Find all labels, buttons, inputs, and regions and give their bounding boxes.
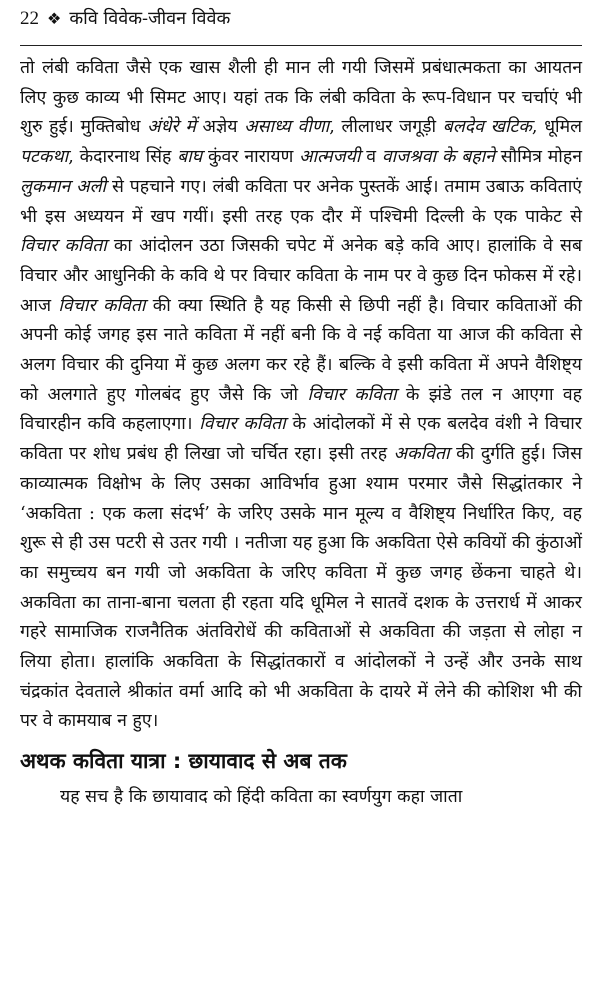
italic-title: अंधेरे में (147, 117, 196, 138)
italic-title: विचार कविता (307, 384, 397, 405)
page-number: 22 (20, 8, 39, 29)
text-run: की दुर्गति हुई। जिस काव्यात्मक विक्षोभ के लिए उसका आविर्भाव हुआ श्याम परमार जैसे सिद्धांतकार ने ‘अकविता : एक कला संदर्भ’ के जरिए उसके मान मूल्य व वैशिष्ट्य निर्धारित किए, वह शुरू से ही उस पटरी से उतर गयी । नतीजा यह हुआ कि अकविता ऐसे कवियों की कुंठाओं का समुच्चय बन गयी जो अकविता के जरिए कविता में कुछ जगह छेंकना चाहते थे। अकविता का ताना-बाना चलता ही रहता यदि धूमिल ने सातवें दशक के उत्तरार्ध में आकर गहरे सामाजिक राजनैतिक अंतविरोधें की कविताओं से अकविता की जड़ता से लोहा न लिया होता। हालांकि अकविता के सिद्धांतकारों व आंदोलकों ने उन्हें और उनके साथ चंद्रकांत देवताले श्रीकांत वर्मा आदि को भी अकविता के दायरे में लेने की कोशिश भी की पर वे कामयाब न हुए। (20, 444, 582, 732)
paragraph (20, 54, 582, 737)
text-run: के आंदोलकों में से एक बलदेव वंशी ने विचार कविता पर शोध प्रबंध ही लिखा जो चर्चित रहा। इसी तरह (20, 414, 582, 465)
text-run: का आंदोलन उठा जिसकी चपेट में अनेक बड़े कवि आए। हालांकि वे सब विचार और आधुनिकी के कवि थे पर विचार कविता के नाम पर वे कुछ दिन फोकस में रहे। आज (20, 236, 582, 316)
italic-title: वाजश्रवा के बहाने (381, 147, 495, 168)
italic-title: बाघ (177, 147, 203, 168)
italic-title: अकविता (393, 444, 450, 465)
text-run: तो लंबी कविता जैसे एक खास शैली ही मान ली गयी जिसमें प्रबंधात्मकता का आयतन लिए कुछ काव्य भी सिमट आए। यहां तक कि लंबी कविता के रूप-विधान पर चर्चाएं भी शुरु हुई। मुक्तिबोध (20, 58, 582, 138)
text-run: सौमित्र मोहन (494, 147, 582, 168)
running-header (20, 0, 582, 46)
text-run: कुंवर नारायण (202, 147, 300, 168)
paragraph: यह सच है कि छायावाद को हिंदी कविता का स्वर्णयुग कहा जाता (60, 787, 463, 808)
text-run: , धूमिल (531, 117, 583, 138)
text-run: व (360, 147, 382, 168)
text-run: , केदारनाथ सिंह (68, 147, 178, 168)
text-run: की क्या स्थिति है यह किसी से छिपी नहीं है। विचार कविताओं की अपनी कोई जगह इस नाते कविता में नहीं बनी कि वे नई कविता या आज की कविता से अलग विचार की दुनिया में कुछ अलग कर रहे हैं। बल्कि वे इसी कविता में अपने वैशिष्ट्य को अलगाते हुए गोलबंद हुए जैसे कि जो (20, 295, 582, 405)
text-run: से पहचाने गए। लंबी कविता पर अनेक पुस्तकें आई। तमाम उबाऊ कविताएं भी इस अध्ययन में खप गयीं। इसी तरह एक दौर में पश्चिमी दिल्ली के एक पाकेट से (20, 176, 582, 227)
section-heading: अथक कविता यात्रा : छायावाद से अब तक (20, 749, 347, 774)
italic-title: विचार कविता (58, 295, 146, 316)
text-run: अज्ञेय (195, 117, 245, 138)
diamond-ornament-icon: ❖ (47, 9, 62, 28)
text-run: , लीलाधर जगूड़ी (329, 117, 443, 138)
italic-title: विचार कविता (20, 236, 107, 257)
body-text (20, 54, 582, 811)
italic-title: असाध्य वीणा (244, 117, 330, 138)
italic-title: लुकमान अली (20, 176, 107, 197)
italic-title: आत्मजयी (299, 147, 361, 168)
italic-title: बलदेव खटिक (442, 117, 532, 138)
text-run: के झंडे तल न आएगा वह विचारहीन कवि कहलाएगा। (20, 384, 582, 435)
running-title: कवि विवेक-जीवन विवेक (69, 8, 231, 29)
italic-title: विचार कविता (199, 414, 286, 435)
italic-title: पटकथा (20, 147, 69, 168)
